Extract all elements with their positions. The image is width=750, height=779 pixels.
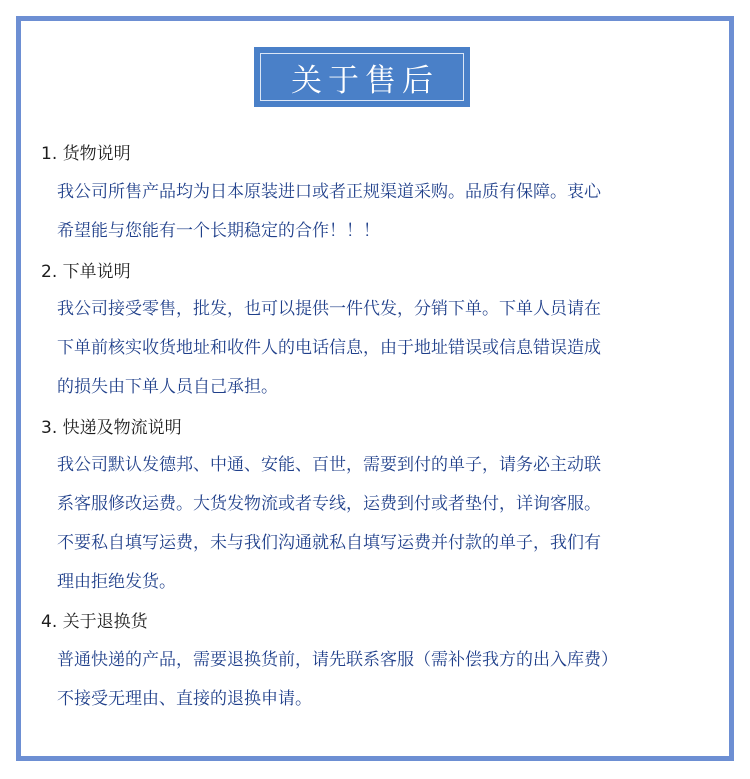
body-line: 的损失由下单人员自己承担。 <box>57 377 278 397</box>
body-line: 理由拒绝发货。 <box>57 572 176 592</box>
body-line: 下单前核实收货地址和收件人的电话信息，由于地址错误或信息错误造成 <box>57 338 601 358</box>
body-line: 我公司接受零售，批发，也可以提供一件代发，分销下单。下单人员请在 <box>57 299 601 319</box>
body-line: 希望能与您能有一个长期稳定的合作！！！ <box>57 221 380 241</box>
body-line: 不要私自填写运费，未与我们沟通就私自填写运费并付款的单子，我们有 <box>57 533 601 553</box>
body-line: 普通快递的产品，需要退换货前，请先联系客服（需补偿我方的出入库费） <box>57 650 618 670</box>
section-heading-shipping: 3. 快递及物流说明 <box>41 418 182 438</box>
page-title: 关于售后 <box>291 62 439 99</box>
body-line: 我公司默认发德邦、中通、安能、百世，需要到付的单子，请务必主动联 <box>57 455 601 475</box>
section-body-returns <box>57 641 717 719</box>
notice-content <box>21 21 729 756</box>
section-body-ordering <box>57 290 717 407</box>
body-line: 不接受无理由、直接的退换申请。 <box>57 689 312 709</box>
section-heading-returns: 4. 关于退换货 <box>41 612 148 632</box>
body-line: 系客服修改运费。大货发物流或者专线，运费到付或者垫付，详询客服。 <box>57 494 601 514</box>
section-body-goods <box>57 173 717 251</box>
section-heading-ordering: 2. 下单说明 <box>41 262 131 282</box>
section-heading-goods: 1. 货物说明 <box>41 144 131 164</box>
body-line: 我公司所售产品均为日本原装进口或者正规渠道采购。品质有保障。衷心 <box>57 182 601 202</box>
after-sales-notice <box>16 16 734 761</box>
section-body-shipping <box>57 446 717 602</box>
